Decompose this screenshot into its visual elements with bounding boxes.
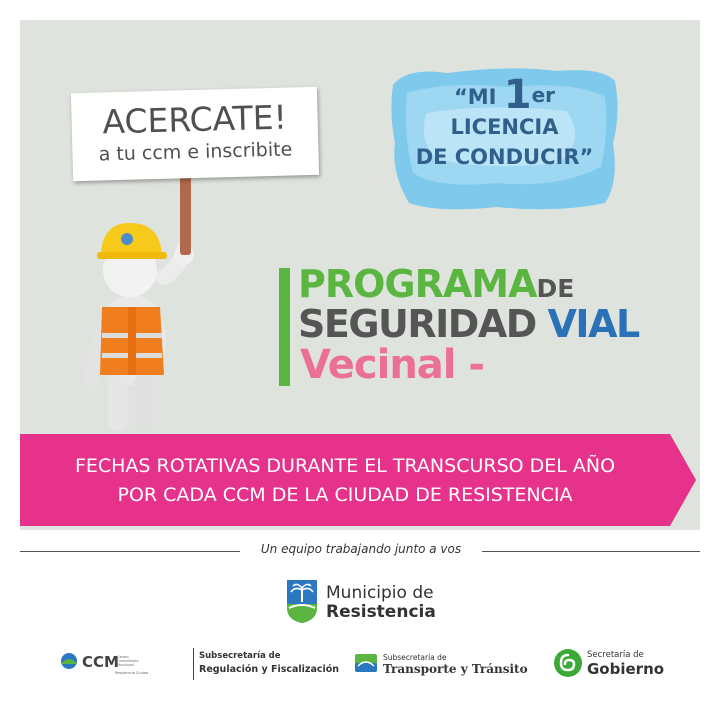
license-banner bbox=[387, 72, 622, 172]
secretaria-gobierno-line2: Gobierno bbox=[587, 660, 665, 678]
sign-subtitle: a tu ccm e inscribite bbox=[98, 138, 293, 166]
license-line2: LICENCIA bbox=[450, 115, 559, 139]
subsecretaria-divider bbox=[193, 648, 194, 680]
subsecretaria-transporte-line1: Subsecretaría de bbox=[383, 653, 447, 662]
ccm-small-text: Centro Comunitario Municipal bbox=[117, 655, 139, 667]
subsecretaria-transporte-line2: Transporte y Tránsito bbox=[383, 662, 528, 676]
program-title-line2: SEGURIDAD VIAL bbox=[298, 302, 639, 346]
ribbon-line2: POR CADA CCM DE LA CIUDAD DE RESISTENCIA bbox=[117, 484, 573, 506]
license-line1: “MI 1er bbox=[453, 72, 556, 118]
license-line3: DE CONDUCIR” bbox=[415, 145, 594, 169]
license-number: 1 bbox=[503, 72, 532, 118]
gobierno-logo-icon bbox=[553, 648, 583, 678]
ribbon-line1: FECHAS ROTATIVAS DURANTE EL TRANSCURSO DEL AÑO bbox=[74, 455, 616, 477]
ccm-label: CCM bbox=[82, 653, 119, 671]
municipio-name-line2: Resistencia bbox=[326, 602, 436, 622]
transporte-logo-icon bbox=[355, 654, 377, 672]
subsecretaria-regulacion-line1: Subsecretaría de bbox=[199, 651, 281, 661]
green-exclamation-bar bbox=[279, 268, 290, 386]
ribbon-text bbox=[20, 452, 670, 510]
tagline-rule-left bbox=[20, 551, 240, 552]
sign-pole bbox=[180, 175, 191, 255]
tagline-rule-right bbox=[482, 551, 700, 552]
program-title-line3: Vecinal - bbox=[300, 342, 485, 388]
ccm-logo-icon bbox=[58, 652, 80, 670]
municipio-emblem bbox=[285, 578, 319, 624]
tagline: Un equipo trabajando junto a vos bbox=[260, 542, 462, 556]
municipio-name-line1: Municipio de bbox=[326, 583, 434, 603]
secretaria-gobierno-line1: Secretaría de bbox=[587, 650, 644, 660]
acercate-sign bbox=[71, 87, 319, 181]
program-title-line1: PROGRAMADE bbox=[298, 262, 575, 306]
subsecretaria-regulacion-line2: Regulación y Fiscalización bbox=[199, 664, 340, 675]
ccm-small-text-2: Resistencia Ciudad bbox=[115, 671, 149, 675]
sign-title: ACERCATE! bbox=[101, 97, 288, 142]
